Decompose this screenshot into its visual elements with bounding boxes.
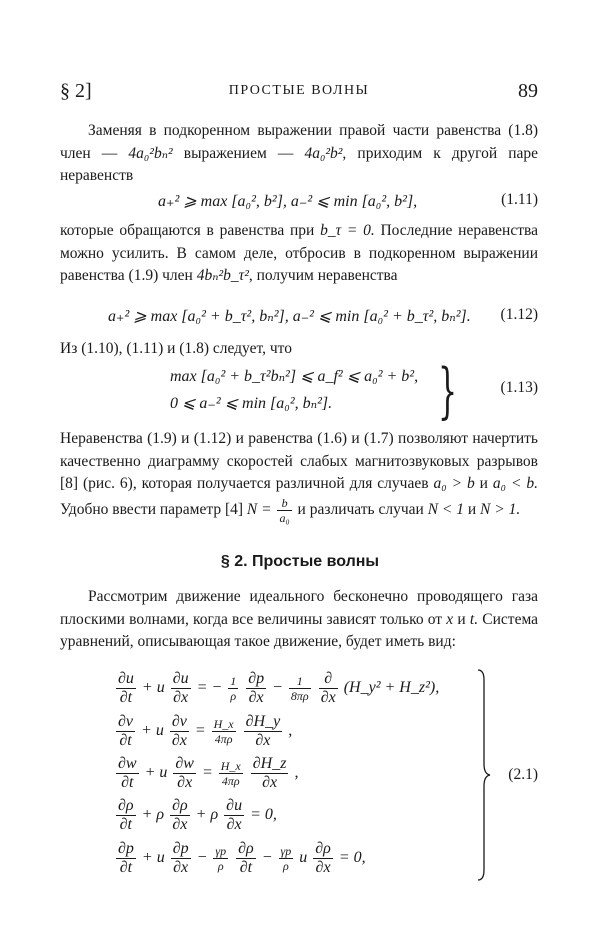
math-inline: N < 1: [427, 500, 464, 518]
denominator: 4πρ: [214, 731, 233, 746]
term: −: [196, 849, 208, 866]
text: , приходим к другой паре неравенств: [60, 144, 539, 184]
denominator: ∂x: [315, 859, 331, 877]
term: −: [261, 849, 273, 866]
numerator: ∂p: [118, 840, 134, 858]
equation-2-1-line-1: [114, 668, 439, 708]
denominator: ∂t: [121, 774, 134, 792]
math-inline: t.: [469, 610, 479, 628]
text: Неравенства (1.9) и (1.12) и равенства (1.6) и (1.7) позволяют начертить качественно диаграмму скоростей слабых магнитозвуковых разрывов [8] (рис. 6), которая получается различной для случаев: [60, 430, 538, 492]
text: Рассмотрим движение идеального бесконечно проводящего газа плоскими волнами, когда все величины зависят только от: [60, 588, 538, 628]
term: + u: [141, 679, 165, 696]
numerator: ∂u: [226, 797, 243, 815]
denominator: a₀: [279, 510, 290, 525]
numerator: ∂ρ: [172, 797, 188, 815]
denominator: ρ: [283, 858, 289, 873]
section-marker: § 2]: [60, 80, 92, 102]
text: и различать случаи: [297, 500, 424, 518]
math-inline: N > 1.: [480, 500, 521, 518]
denominator: ∂x: [172, 816, 188, 834]
numerator: ∂w: [118, 755, 137, 773]
paragraph-1: [60, 120, 538, 188]
equation-number: (1.11): [501, 191, 538, 208]
numerator: ∂H_z: [252, 755, 287, 773]
math-inline: 4a₀²bₙ²: [128, 144, 173, 162]
math-inline: 4a₀²b²: [304, 144, 343, 162]
denominator: ∂x: [177, 774, 193, 792]
term: =: [201, 764, 213, 781]
running-title: ПРОСТЫЕ ВОЛНЫ: [228, 83, 370, 98]
equation-1-11: a₊² ⩾ max [a₀², b²], a₋² ⩽ min [a₀², b²],: [158, 193, 418, 210]
denominator: ∂t: [119, 816, 132, 834]
denominator: ∂x: [262, 774, 278, 792]
denominator: ∂x: [171, 732, 187, 750]
equation-2-1-line-5: [114, 838, 366, 878]
numerator: ∂ρ: [315, 840, 331, 858]
numerator: 1: [289, 674, 311, 689]
text: выражением —: [183, 144, 294, 162]
text: Система уравнений, описывающая такое движение, будет иметь вид:: [60, 610, 539, 650]
math-inline: a₀ < b.: [492, 475, 539, 492]
term: ,: [294, 764, 299, 781]
text: и: [479, 475, 488, 492]
equation-1-13-line-2: 0 ⩽ a₋² ⩽ min [a₀², bₙ²].: [170, 395, 333, 412]
equation-1-12: a₊² ⩾ max [a₀² + b_τ², bₙ²], a₋² ⩽ min [a₀² + b_τ², bₙ²].: [108, 308, 471, 325]
term: (H_y² + H_z²),: [343, 679, 440, 696]
numerator: γp: [280, 843, 292, 858]
section-heading: § 2. Простые волны: [220, 553, 380, 570]
term: + u: [141, 722, 164, 739]
equation-number: (1.13): [500, 379, 538, 396]
term: =: [194, 722, 206, 739]
paragraph-3: [60, 338, 538, 361]
math-inline: 4bₙ²b_τ²: [196, 267, 249, 284]
term: + ρ: [195, 806, 219, 823]
numerator: ∂v: [118, 713, 134, 731]
text: Последние неравенства можно усилить. В самом деле, отбросив в подкоренном выражении равенства (1.9) член: [60, 222, 538, 284]
denominator: ∂t: [119, 689, 133, 707]
numerator: ∂p: [248, 670, 265, 688]
numerator: ∂ρ: [238, 840, 254, 858]
denominator: ∂t: [119, 732, 132, 750]
term: + ρ: [141, 806, 165, 823]
text: и: [457, 610, 466, 628]
text: , получим неравенства: [248, 267, 398, 284]
math-inline: a₀ > b: [433, 475, 475, 492]
denominator: ∂x: [320, 689, 336, 707]
denominator: ρ: [217, 858, 224, 873]
math-inline: x: [446, 610, 454, 628]
term: + u: [144, 764, 168, 781]
system-right-brace: [476, 668, 492, 883]
denominator: ρ: [230, 688, 237, 703]
numerator: ∂u: [172, 670, 189, 688]
text: которые обращаются в равенства при: [60, 222, 315, 239]
numerator: H_x: [213, 716, 234, 731]
running-header: [60, 80, 538, 106]
term: + u: [141, 849, 165, 866]
term: ,: [288, 722, 293, 739]
numerator: ∂p: [172, 840, 189, 858]
numerator: ∂u: [118, 670, 134, 688]
numerator: 1: [230, 673, 237, 688]
paragraph-4: [60, 428, 538, 525]
page-number: 89: [518, 80, 538, 102]
term: = 0,: [338, 849, 366, 866]
text: и: [467, 500, 477, 518]
numerator: ∂: [319, 670, 338, 689]
term: = 0,: [250, 806, 277, 823]
numerator: γp: [215, 843, 227, 858]
denominator: 4πρ: [221, 773, 240, 788]
denominator: ∂x: [226, 816, 242, 834]
equation-2-1-line-2: [114, 711, 292, 751]
denominator: ∂t: [239, 859, 253, 877]
equation-2-1-line-3: [114, 753, 298, 793]
paragraph-2: [60, 220, 538, 288]
term: = −: [196, 679, 223, 696]
numerator: H_x: [220, 758, 241, 773]
denominator: ∂x: [173, 859, 189, 877]
equation-2-1-line-4: [114, 795, 277, 835]
denominator: ∂t: [119, 859, 133, 877]
numerator: ∂H_y: [245, 713, 281, 731]
denominator: ∂x: [248, 689, 264, 707]
text: Удобно ввести параметр [4]: [60, 500, 244, 518]
paragraph-5: [60, 586, 538, 654]
numerator: ∂ρ: [118, 797, 134, 815]
right-brace: }: [438, 356, 458, 426]
fraction: [277, 496, 291, 525]
equation-number: (2.1): [508, 766, 538, 783]
text: Из (1.10), (1.11) и (1.8) следует, что: [60, 340, 292, 357]
numerator: ∂w: [175, 755, 194, 773]
term: −: [272, 679, 283, 696]
denominator: ∂x: [255, 732, 271, 750]
text: Заменяя в подкоренном выражении правой части равенства (1.8) член —: [60, 122, 538, 162]
numerator: ∂v: [171, 713, 187, 731]
equation-number: (1.12): [500, 306, 538, 323]
math-inline: b_τ = 0.: [320, 222, 375, 239]
numerator: b: [277, 496, 291, 511]
denominator: ∂x: [173, 689, 189, 707]
term: u: [299, 849, 308, 866]
denominator: 8πρ: [290, 688, 309, 703]
math-inline: N =: [246, 500, 272, 518]
equation-1-13-line-1: max [a₀² + b_τ²bₙ²] ⩽ a_f² ⩽ a₀² + b²,: [170, 368, 419, 385]
